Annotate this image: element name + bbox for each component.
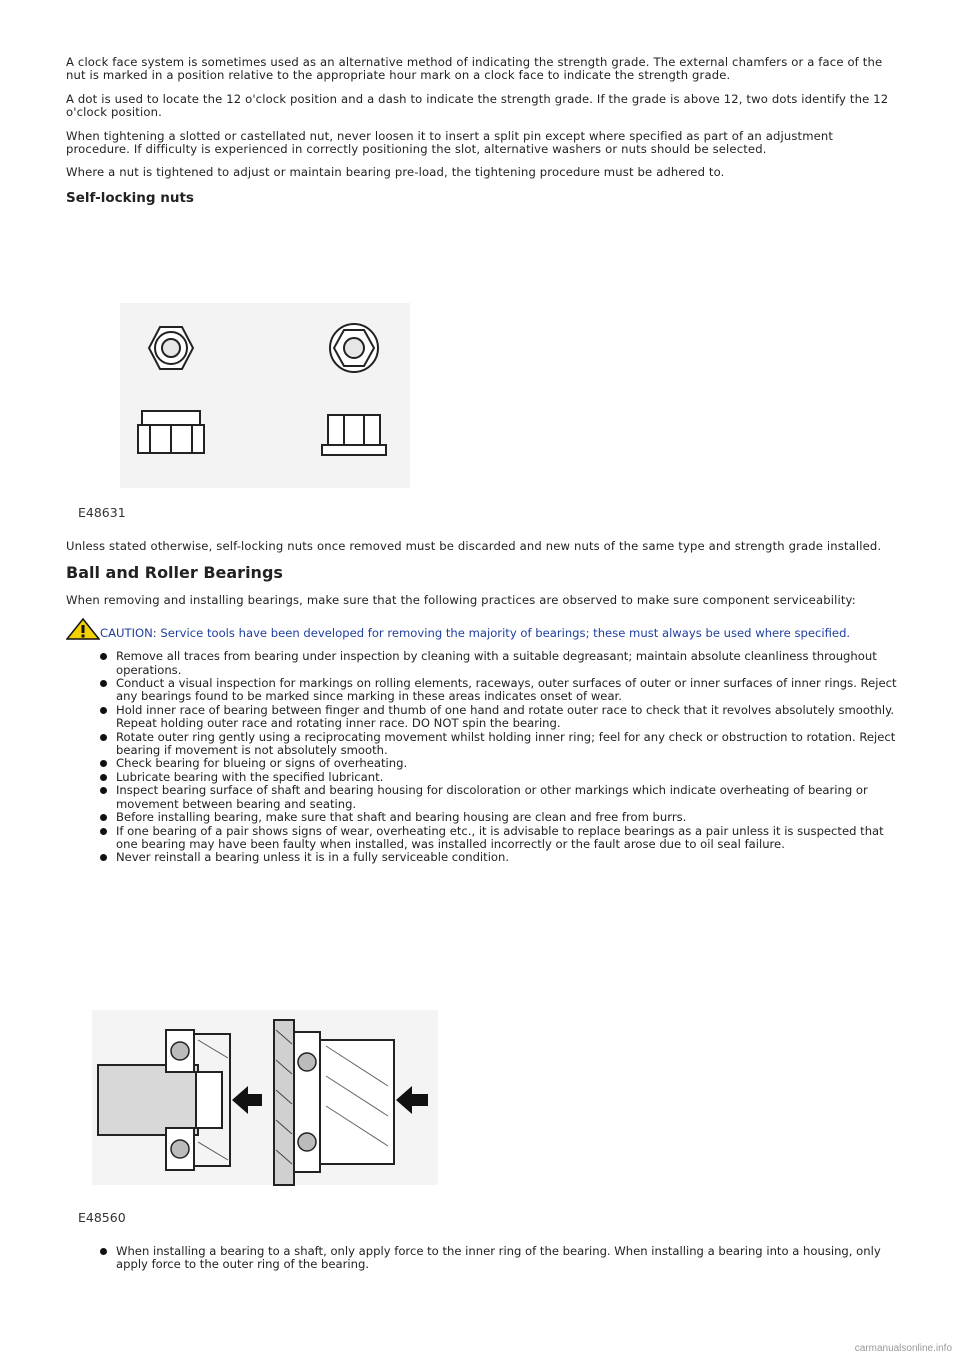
bearing-checklist	[66, 650, 898, 865]
list-item: Rotate outer ring gently using a reciprocating movement whilst holding inner ring; feel for any check or obstruction to rotation. Reject bearing if movement is not absolutely smooth.	[66, 731, 898, 758]
bullet-icon	[100, 707, 107, 714]
bullet-icon	[100, 653, 107, 660]
list-item: Before installing bearing, make sure that shaft and bearing housing are clean and free from burrs.	[66, 811, 898, 824]
figure-self-locking-nuts	[78, 303, 418, 525]
heading-ball-roller-bearings: Ball and Roller Bearings	[66, 563, 283, 583]
hex-nut-side-view	[138, 411, 204, 453]
bullet-icon	[100, 680, 107, 687]
warning-icon	[66, 618, 100, 640]
figure-id-e48560: E48560	[78, 1210, 126, 1225]
caution-text: Service tools have been developed for removing the majority of bearings; these must always be used where specified.	[156, 625, 851, 640]
document-body-middle	[66, 540, 898, 865]
paragraph-preload: Where a nut is tightened to adjust or maintain bearing pre-load, the tightening procedure must be adhered to.	[66, 165, 725, 180]
list-item: Never reinstall a bearing unless it is in a fully serviceable condition.	[66, 851, 898, 864]
paragraph-slotted-nut: When tightening a slotted or castellated nut, never loosen it to insert a split pin except where specified as part of an adjustment procedure. If difficulty is experienced in correctly positioning the slot, alternative washers or nuts should be selected.	[66, 128, 834, 157]
installation-note-list	[66, 1245, 898, 1272]
paragraph-dot-dash: A dot is used to locate the 12 o'clock position and a dash to indicate the strength grade. If the grade is above 12, two dots identify the 12 o'clock position.	[66, 91, 889, 120]
hex-nut-top-view	[149, 327, 193, 369]
bullet-icon	[100, 787, 107, 794]
bullet-icon	[100, 734, 107, 741]
flange-nut-top-view	[330, 324, 378, 372]
watermark-footer: carmanualsonline.info	[854, 1343, 952, 1354]
list-item: Inspect bearing surface of shaft and bearing housing for discoloration or other markings which indicate overheating of bearing or movement between bearing and seating.	[66, 784, 898, 811]
paragraph-self-locking-discard: Unless stated otherwise, self-locking nuts once removed must be discarded and new nuts of the same type and strength grade installed.	[66, 539, 882, 553]
list-item: Lubricate bearing with the specified lubricant.	[66, 771, 898, 784]
bullet-icon	[100, 828, 107, 835]
list-item: When installing a bearing to a shaft, only apply force to the inner ring of the bearing. When installing a bearing into a housing, only apply force to the outer ring of the bearing.	[66, 1245, 898, 1272]
caution-label: CAUTION:	[100, 625, 157, 640]
list-item: If one bearing of a pair shows signs of wear, overheating etc., it is advisable to replace bearings as a pair unless it is suspected that one bearing may have been faulty when installed, was installed incorrectly or the fault arose due to oil seal failure.	[66, 825, 898, 852]
paragraph-clock-face: A clock face system is sometimes used as an alternative method of indicating the strength grade. The external chamfers or a face of the nut is marked in a position relative to the appropriate hour mark on a clock face to indicate the strength grade.	[66, 55, 883, 83]
bullet-icon	[100, 1248, 107, 1255]
bullet-icon	[100, 814, 107, 821]
self-locking-nuts-illustration	[78, 303, 418, 525]
paragraph-bearing-practices: When removing and installing bearings, make sure that the following practices are observed to make sure component serviceability:	[66, 593, 856, 608]
bearing-installation-illustration	[78, 1010, 448, 1200]
figure-id-e48631: E48631	[78, 505, 126, 520]
list-item: Hold inner race of bearing between finger and thumb of one hand and rotate outer race to check that it revolves absolutely smoothly. Repeat holding outer race and rotating inner race. DO NOT spin the bearing.	[66, 704, 898, 731]
bullet-icon	[100, 854, 107, 861]
bullet-icon	[100, 774, 107, 781]
document-body-bottom	[66, 1245, 898, 1272]
list-item: Remove all traces from bearing under inspection by cleaning with a suitable degreasant; maintain absolute cleanliness throughout operations.	[66, 650, 898, 677]
flange-nut-side-view	[322, 415, 386, 455]
document-body	[66, 56, 898, 206]
list-item: Check bearing for blueing or signs of overheating.	[66, 757, 898, 770]
list-item: Conduct a visual inspection for markings on rolling elements, raceways, outer surfaces of outer or inner surfaces of inner rings. Reject any bearings found to be marked since marking in these areas indicates onset of wear.	[66, 677, 898, 704]
bullet-icon	[100, 760, 107, 767]
heading-self-locking-nuts: Self-locking nuts	[66, 189, 194, 206]
figure-bearing-installation	[78, 1010, 448, 1225]
caution-note	[66, 618, 898, 640]
